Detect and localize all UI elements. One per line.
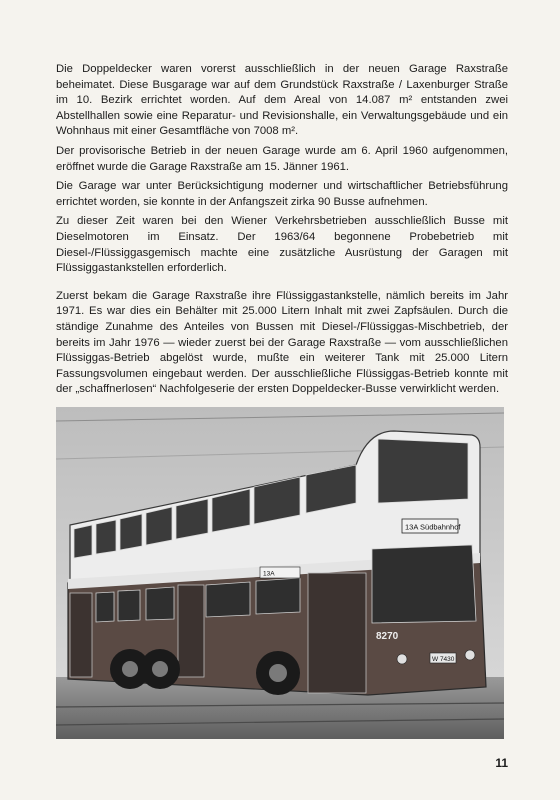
paragraph-5: Zuerst bekam die Garage Raxstraße ihre Flüssiggastankstelle, nämlich bereits im Jahr 1971. Es war dies ein Behälter mit 25.000 Litern Inhalt mit zwei Zapfsäulen. Durch die ständige Zunahme des Anteiles von Bussen mit Diesel-/Flüssiggas-Mischbetrieb, der bereits im Jahr 1976 — wieder zuerst bei der Garage Raxstraße — vom ausschließlichen Flüssiggas-Betrieb abgelöst wurde, mußte ein weiterer Tank mit 25.000 Litern Fassungsvolumen eingebaut werden. Der ausschließliche Flüssiggas-Betrieb konnte mit der „schaffnerlosen“ Nachfolgeserie der ersten Doppeldecker-Busse verwirklicht werden. (56, 289, 508, 396)
bus-illustration (56, 407, 504, 739)
middle-door (178, 585, 204, 677)
paragraph-2: Der provisorische Betrieb in der neuen Garage wurde am 6. April 1960 aufgenommen, eröffnet wurde die Garage Raxstraße am 15. Jänner 1961. (56, 144, 508, 173)
side-sign: 13A (263, 570, 275, 578)
headlight (465, 650, 475, 660)
paragraph-1: Die Doppeldecker waren vorerst ausschließlich in der neuen Garage Raxstraße beheimatet. Diese Busgarage war auf dem Grundstück Raxstraße / Laxenburger Straße im 10. Bezirk errichtet worden. Auf dem Areal von 14.087 m² entstanden zwei Abstellhallen sowie eine Reparatur- und Revisionshalle, ein Verwaltungsgebäude und ein Wohnhaus mit einer Gesamtfläche von 7008 m². (56, 63, 508, 138)
license-plate: W 7430 (432, 656, 455, 663)
front-door (308, 573, 366, 693)
destination-sign: 13A Südbahnhof (405, 522, 461, 532)
page-number: 11 (495, 756, 508, 770)
headlight (397, 654, 407, 664)
rear-door (70, 593, 92, 677)
bus-photo (56, 407, 504, 739)
paragraph-3: Die Garage war unter Berücksichtigung moderner und wirtschaftlicher Betriebsführung errichtet worden, sie konnte in der Anfangszeit zirka 90 Busse aufnehmen. (56, 180, 508, 208)
body-text (56, 62, 508, 402)
paragraph-4: Zu dieser Zeit waren bei den Wiener Verkehrsbetrieben ausschließlich Busse mit Dieselmotoren im Einsatz. Der 1963/64 begonnene Probebetrieb mit Diesel-/Flüssiggasgemisch machte eine zusätzliche Ausrüstung der Garagen mit Flüssiggastankstellen erforderlich. (56, 215, 508, 275)
fleet-number: 8270 (376, 631, 399, 642)
